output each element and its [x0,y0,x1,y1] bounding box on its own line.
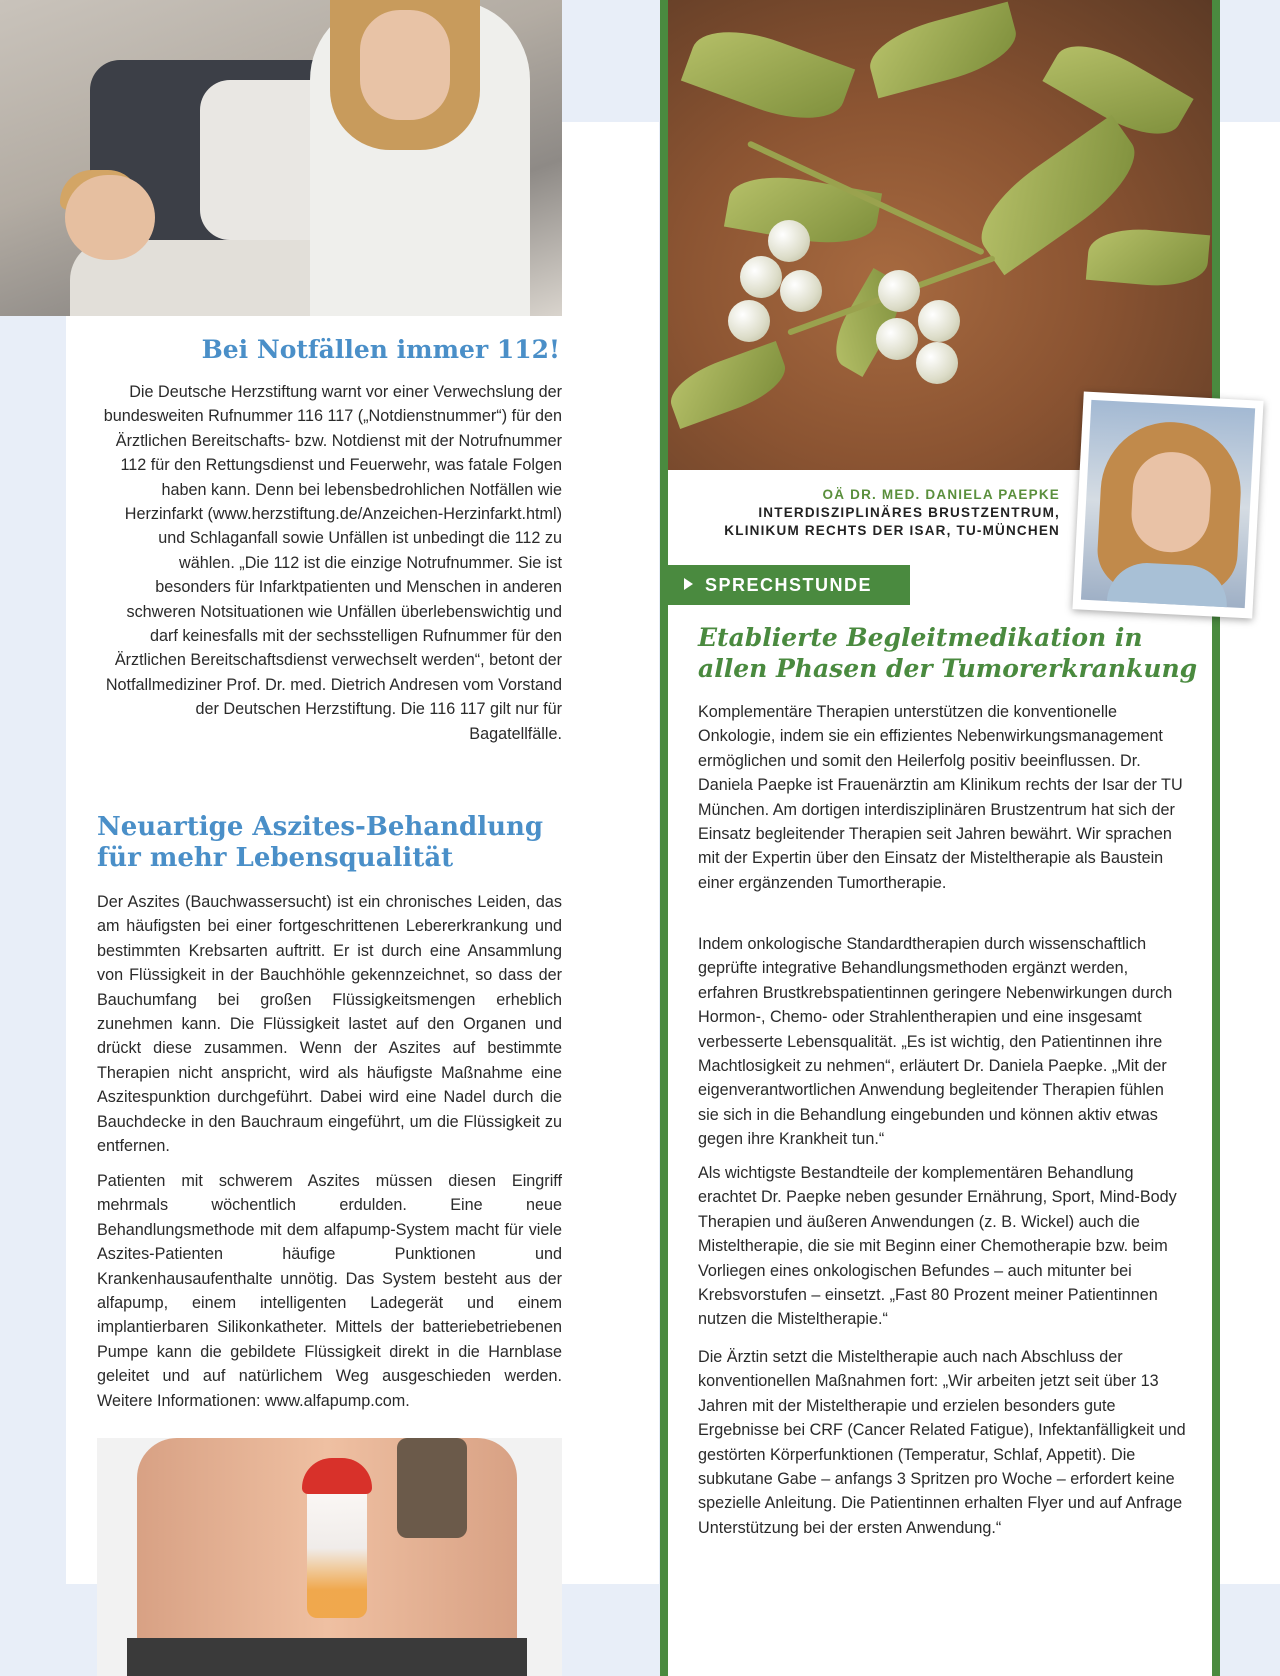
article-paragraph-2: Indem onkologische Standardtherapien durch wissenschaftlich geprüfte integrative Behandlungsmethoden ergänzt werden, erfahren Brustkrebspatientinnen geringere Nebenwirkungen durch Hormon-, Chemo- oder Strahlentherapien und eine insgesamt verbesserte Lebensqualität. „Es ist wichtig, den Patientinnen ihre Machtlosigkeit zu nehmen“, erläutert Dr. Daniela Paepke. „Mit der eigenverantwortlichen Anwendung begleitender Therapien fühlen sie sich in die Behandlung eingebunden und können aktiv etwas gegen ihre Krankheit tun.“ [698,935,1173,1149]
emergency-body: Die Deutsche Herzstiftung warnt vor einer Verwechslung der bundesweiten Rufnummer 116 117 („Notdienstnummer“) für den Ärztlichen Bereitschafts- bzw. Notdienst mit der Notrufnummer 112 für den Rettungsdienst und Feuerwehr, was fatale Folgen haben kann. Denn bei lebensbedrohlichen Notfällen wie Herzinfarkt (www.herzstiftung.de/Anzeichen-Herzinfarkt.html) und Schlaganfall sowie Unfällen ist unbedingt die 112 zu wählen. „Die 112 ist die einzige Notrufnummer. Sie ist besonders für Infarktpatienten und Menschen in anderen schweren Notsituationen wie Unfällen überlebenswichtig und darf keinesfalls mit der sechsstelligen Rufnummer für den Ärztlichen Bereitschaftsdienst verwechselt werden“, betont der Notfallmediziner Prof. Dr. med. Dietrich Andresen vom Vorstand der Deutschen Herzstiftung. Die 116 117 gilt nur für Bagatellfälle. [103,383,562,743]
right-margin-strip [1220,122,1280,1584]
badge-label: SPRECHSTUNDE [705,575,873,595]
ascites-heading [97,812,562,874]
ascites-belly-photo [97,1438,562,1676]
article-heading-line2: allen Phasen der Tumorerkrankung [698,654,1198,683]
doctor-institution-line2: KLINIKUM RECHTS DER ISAR, TU-MÜNCHEN [724,523,1060,538]
mother-child-photo [0,0,562,316]
doctor-name: OÄ DR. MED. DANIELA PAEPKE [822,487,1060,502]
ascites-heading-line2: für mehr Lebensqualität [97,843,454,873]
play-arrow-icon [684,578,693,590]
article-paragraph-3: Als wichtigste Bestandteile der komplementären Behandlung erachtet Dr. Paepke neben gesunder Ernährung, Sport, Mind-Body Therapien und äußeren Anwendungen (z. B. Wickel) auch die Misteltherapie, die sie mit Beginn einer Chemotherapie bzw. beim Vorliegen eines onkologischen Befundes – auch mitunter bei Krebsvorstufen – einsetzt. „Fast 80 Prozent meiner Patientinnen nutzen die Misteltherapie.“ [698,1164,1177,1329]
article-paragraph-1: Komplementäre Therapien unterstützen die konventionelle Onkologie, indem sie ein effizientes Nebenwirkungsmanagement ermöglichen und somit den Heilerfolg positiv beeinflussen. Dr. Daniela Paepke ist Frauenärztin am Klinikum rechts der Isar der TU München. Am dortigen interdisziplinären Brustzentrum hat sich der Einsatz begleitender Therapien seit Jahren bewährt. Wir sprachen mit der Expertin über den Einsatz der Misteltherapie als Baustein einer ergänzenden Tumortherapie. [698,703,1183,892]
article-heading-line1: Etablierte Begleitmedikation in [698,623,1143,652]
doctor-portrait-photo [1072,391,1263,618]
article-paragraph-4: Die Ärztin setzt die Misteltherapie auch nach Abschluss der konventionellen Maßnahmen fort: „Wir arbeiten jetzt seit über 13 Jahren mit der Misteltherapie und erzielen besonders gute Ergebnisse bei CRF (Cancer Related Fatigue), Infektanfälligkeit und gestörten Körperfunktionen (Temperatur, Schlaf, Appetit). Die subkutane Gabe – anfangs 3 Spritzen pro Woche – erfordert keine spezielle Anleitung. Die Patientinnen erhalten Flyer und auf Anfrage Unterstützung bei der ersten Anwendung.“ [698,1348,1186,1537]
ascites-paragraph-1: Der Aszites (Bauchwassersucht) ist ein chronisches Leiden, das am häufigsten bei einer fortgeschrittenen Lebererkrankung und bestimmten Krebsarten auftritt. Er ist durch eine Ansammlung von Flüssigkeit in der Bauchhöhle gekennzeichnet, so dass der Bauchumfang bei großen Flüssigkeitsmengen erheblich zunehmen kann. Die Flüssigkeit lastet auf den Organen und drückt diese zusammen. Wenn der Aszites auf bestimmte Therapien nicht anspricht, wird als häufigste Maßnahme eine Aszitespunktion durchgeführt. Dabei wird eine Nadel durch die Bauchdecke in den Bauchraum eingeführt, um die Flüssigkeit zu entfernen. [97,893,562,1156]
doctor-institution-line1: INTERDISZIPLINÄRES BRUSTZENTRUM, [758,505,1060,520]
emergency-heading: Bei Notfällen immer 112! [201,335,560,364]
ascites-paragraph-2: Patienten mit schwerem Aszites müssen diesen Eingriff mehrmals wöchentlich erdulden. Eine neue Behandlungsmethode mit dem alfapump-System macht für viele Aszites-Patienten häufige Punktionen und Krankenhausaufenthalte unnötig. Das System besteht aus der alfapump, einem intelligenten Ladegerät und einem implantierbaren Silikonkatheter. Mittels der batteriebetriebenen Pumpe kann die gebildete Flüssigkeit direkt in die Harnblase geleitet und auf natürlichem Weg ausgeschieden werden. Weitere Informationen: www.alfapump.com. [97,1172,562,1410]
doctor-caption [690,486,1060,540]
article-heading [698,622,1198,684]
sprechstunde-badge [668,565,910,605]
ascites-heading-line1: Neuartige Aszites-Behandlung [97,812,544,842]
